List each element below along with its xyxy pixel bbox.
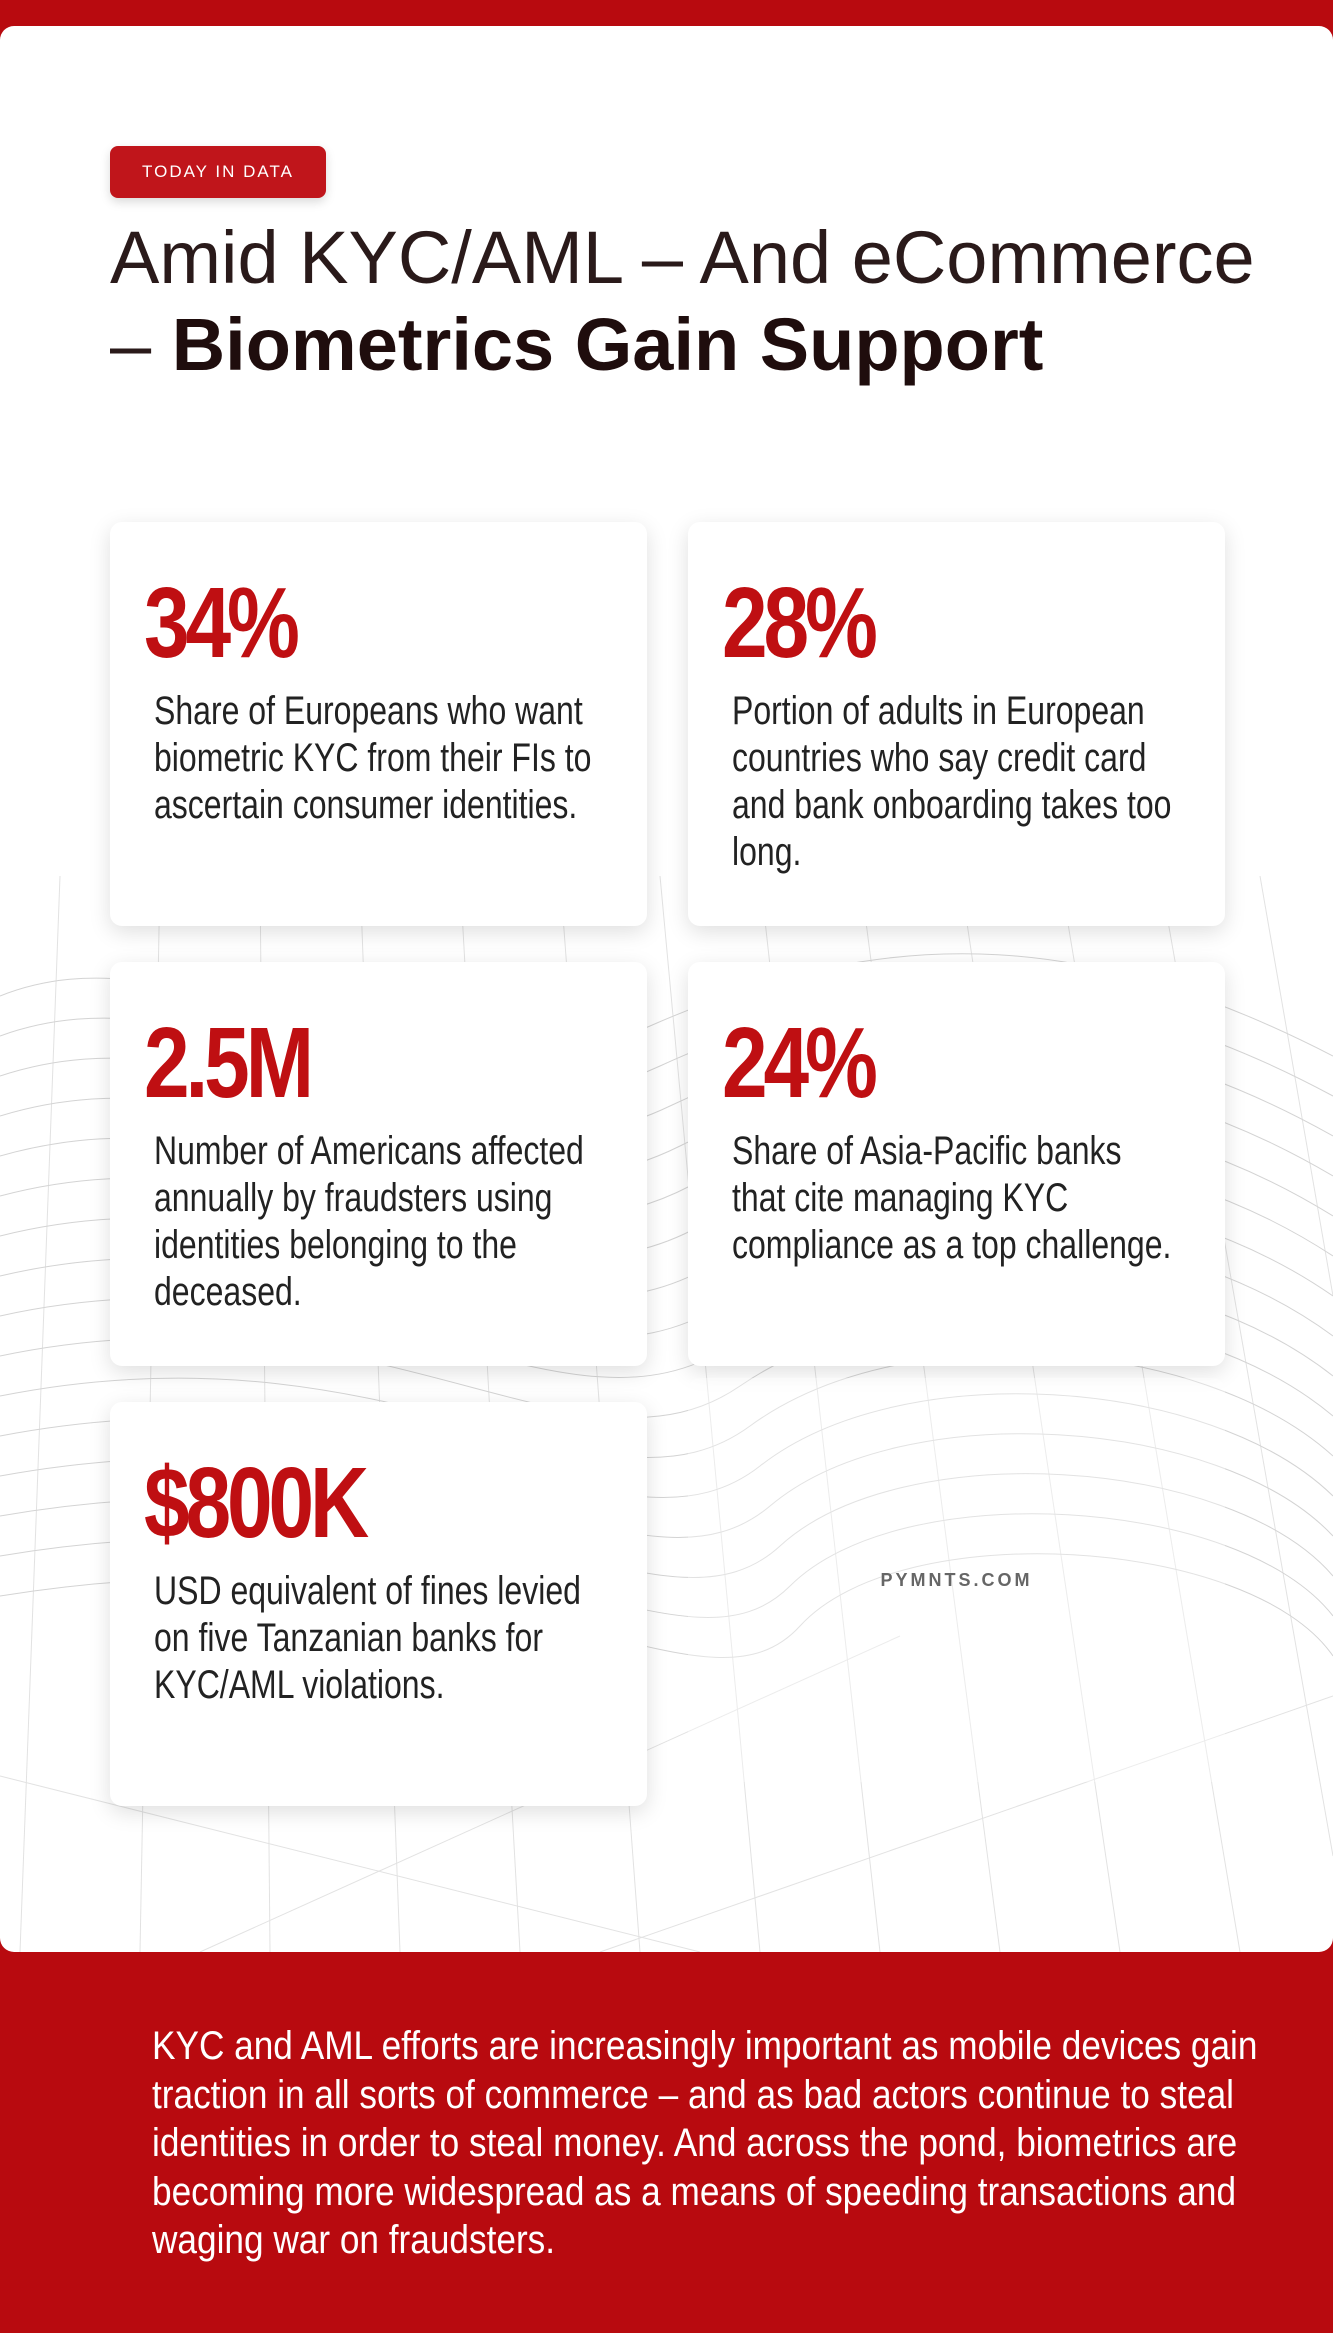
stat-description: Share of Asia-Pacific banks that cite managing KYC compliance as a top challenge. [732,1129,1172,1267]
stat-description: USD equivalent of fines levied on five Tanzanian banks for KYC/AML violations. [154,1569,581,1707]
section-tag: TODAY IN DATA [110,146,326,198]
title-bold: Biometrics Gain Support [171,303,1044,386]
title-light: Amid KYC/AML – And eCommerce – [110,216,1255,386]
stat-card [688,962,1225,1366]
footer-text: KYC and AML efforts are increasingly important as mobile devices gain traction in all sorts of commerce – and as bad actors continue to steal identities in order to steal money. And across the pond, biometrics are becoming more widespread as a means of speeding transactions and waging war on fraudsters. [152,2024,1258,2262]
page-title [110,214,1260,388]
brand-card [688,1378,1225,1782]
stat-value: 28% [722,567,874,679]
stat-card [110,1402,647,1806]
stat-description: Portion of adults in European countries who say credit card and bank onboarding takes too long. [732,689,1172,874]
top-bar [0,0,1333,26]
brand-label: PYMNTS.COM [880,1569,1033,1590]
stat-card [110,522,647,926]
stat-value: 24% [722,1007,874,1119]
stat-description: Share of Europeans who want biometric KYC from their FIs to ascertain consumer identities. [154,689,592,827]
stat-description: Number of Americans affected annually by fraudsters using identities belonging to the deceased. [154,1129,584,1314]
stat-value: 34% [144,567,296,679]
stat-value: 2.5M [144,1007,310,1119]
stat-value: $800K [144,1447,366,1559]
stat-card [110,962,647,1366]
stat-card [688,522,1225,926]
